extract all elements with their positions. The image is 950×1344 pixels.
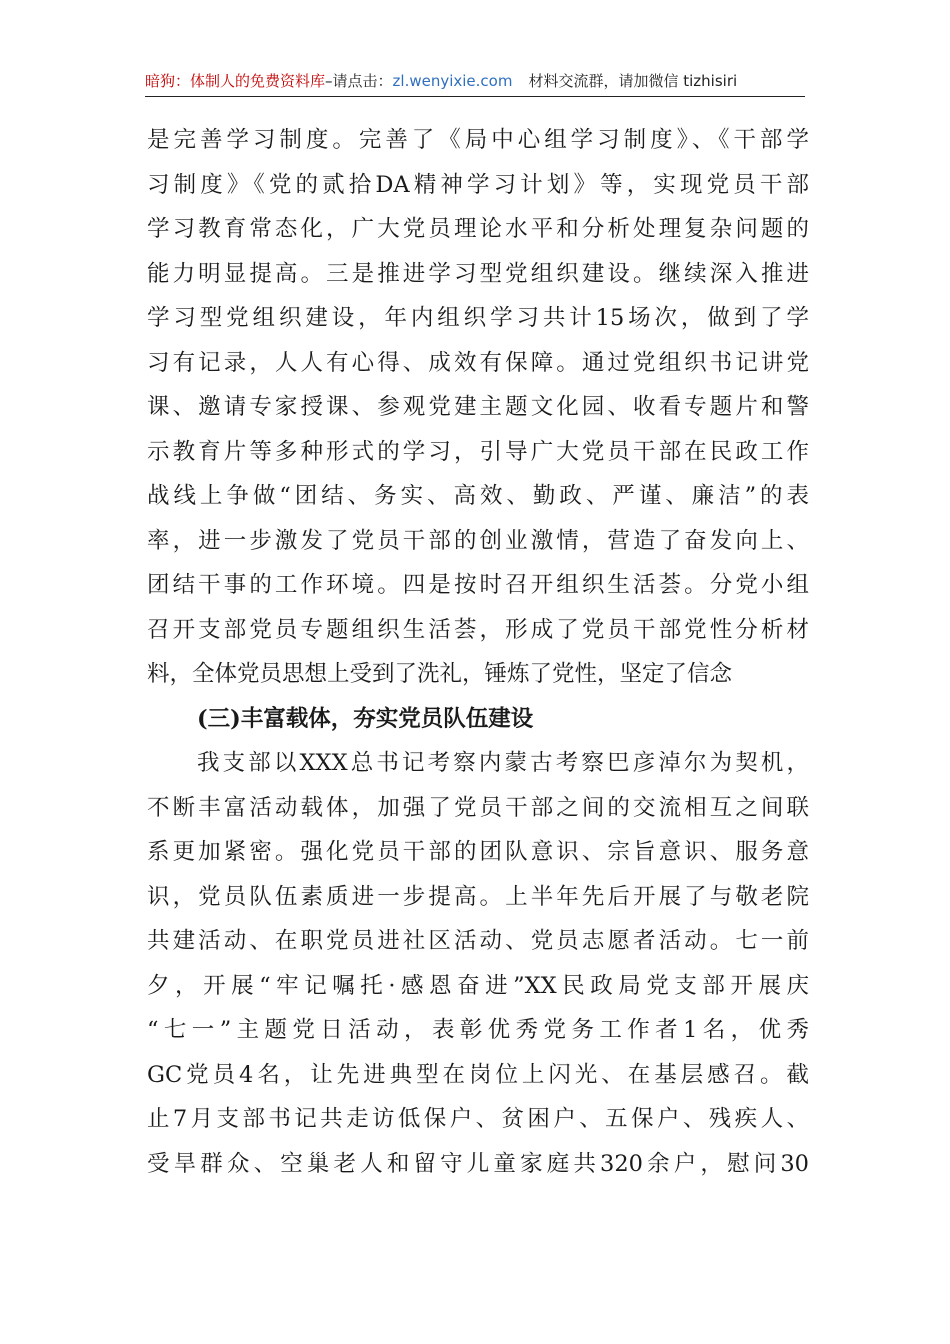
body-line: 共建活动、在职党员进社区活动、党员志愿者活动。七一前 [147,928,809,954]
body-line: 系更加紧密。强化党员干部的团队意识、宗旨意识、服务意 [147,839,809,865]
body-line: 习制度》《党的贰拾DA精神学习计划》等，实现党员干部 [147,171,809,198]
body-line: 习有记录，人人有心得、成效有保障。通过党组织书记讲党 [147,349,809,376]
header-click-text: –请点击： [325,72,393,90]
body-line: 是完善学习制度。完善了《局中心组学习制度》、《干部学 [147,127,809,153]
body-line: 我支部以XXX总书记考察内蒙古考察巴彦淖尔为契机， [197,750,809,776]
body-line: 召开支部党员专题组织生活荟，形成了党员干部党性分析材 [147,616,809,643]
body-line: 率，进一步激发了党员干部的创业激情，营造了奋发向上、 [147,527,809,554]
body-line: 团结干事的工作环境。四是按时召开组织生活荟。分党小组 [147,572,809,598]
document-body [147,118,809,1186]
body-line: 课、邀请专家授课、参观党建主题文化园、收看专题片和警 [147,394,809,420]
section-heading: (三)丰富载体，夯实党员队伍建设 [197,705,534,732]
body-line: 夕，开展“牢记嘱托·感恩奋进”XX民政局党支部开展庆 [147,972,809,999]
body-line: 受旱群众、空巢老人和留守儿童家庭共320余户，慰问30 [147,1150,809,1177]
body-line: “七一”主题党日活动，表彰优秀党务工作者1名，优秀 [147,1017,809,1043]
page-header [145,66,805,97]
header-promo-text: 暗狗：体制人的免费资料库 [145,72,326,90]
body-line: 示教育片等多种形式的学习，引导广大党员干部在民政工作 [147,438,809,465]
body-line: 战线上争做“团结、务实、高效、勤政、严谨、廉洁”的表 [147,483,809,509]
body-line: 学习教育常态化，广大党员理论水平和分析处理复杂问题的 [147,216,809,242]
body-line: 不断丰富活动载体，加强了党员干部之间的交流相互之间联 [147,794,809,821]
header-group-text: 材料交流群，请加微信 tizhisiri [528,72,738,90]
header-url-link[interactable]: zl.wenyixie.com [392,72,513,90]
body-line: GC党员4名，让先进典型在岗位上闪光、在基层感召。截 [147,1061,809,1088]
body-line: 识，党员队伍素质进一步提高。上半年先后开展了与敬老院 [147,883,809,910]
body-line: 能力明显提高。三是推进学习型党组织建设。继续深入推进 [147,260,809,287]
body-line: 止7月支部书记共走访低保户、贫困户、五保户、残疾人、 [147,1106,809,1132]
body-line: 学习型党组织建设，年内组织学习共计15场次，做到了学 [147,305,809,331]
body-line: 料，全体党员思想上受到了洗礼，锤炼了党性，坚定了信念 [147,661,733,687]
